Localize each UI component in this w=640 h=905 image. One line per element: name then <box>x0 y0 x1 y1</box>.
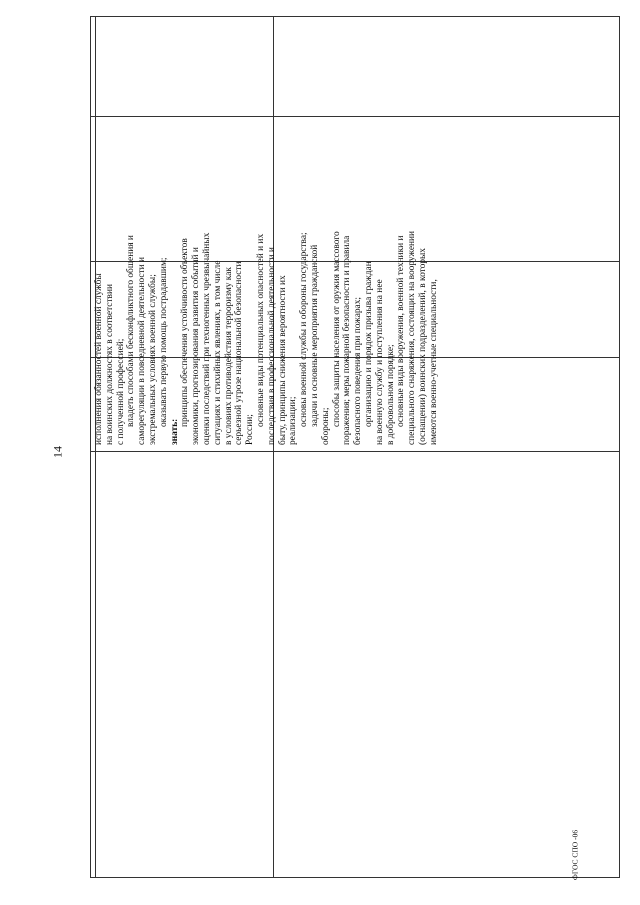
text-line: основные виды вооружения, военной техники и <box>396 235 407 427</box>
text-line: задачи и основные мероприятия гражданской <box>309 244 320 427</box>
text-line: принципы обеспечения устойчивости объектов <box>180 238 191 427</box>
text-line: способы защиты населения от оружия массового <box>331 231 342 427</box>
text-line: знать: <box>169 418 180 445</box>
text-line: владеть способами бесконфликтного общения и <box>126 235 137 427</box>
text-line: экономики, прогнозирования развития событий и <box>191 247 202 445</box>
text-line: быту, принципы снижения вероятности их <box>277 275 288 445</box>
text-line: последствия в профессиональной деятельности и <box>266 247 277 445</box>
table-row-divider <box>91 451 619 452</box>
text-line: оказывать первую помощь пострадавшим; <box>158 257 169 427</box>
text-line: оценки последствий при техногенных чрезвычайных <box>201 232 212 445</box>
text-line: (оснащении) воинских подразделений, в которых <box>417 248 428 445</box>
text-line: безопасного поведения при пожарах; <box>353 297 364 445</box>
text-line: обороны; <box>320 407 331 445</box>
page-number: 14 <box>50 446 65 458</box>
footer-code: ФГОС СПО -06 <box>570 829 580 881</box>
text-line: саморегуляции в повседневной деятельности и <box>137 256 148 445</box>
competency-text-cell <box>94 21 439 445</box>
text-line: с полученной профессией; <box>115 338 126 445</box>
text-line: в добровольном порядке; <box>385 344 396 445</box>
text-line: основные виды потенциальных опасностей и их <box>255 233 266 427</box>
text-line: на воинских должностях в соответствии <box>104 283 115 445</box>
text-line: основы военной службы и обороны государства; <box>299 232 310 427</box>
text-line: организацию и порядок призыва граждан <box>363 261 374 427</box>
text-line: серьезной угрозе национальной безопасности <box>234 261 245 445</box>
text-line: ситуациях и стихийных явлениях, в том числе <box>212 260 223 445</box>
text-line: поражения; меры пожарной безопасности и правила <box>342 235 353 445</box>
text-line: в условиях противодействия терроризму как <box>223 267 234 445</box>
text-line: реализации; <box>288 396 299 445</box>
text-line: на военную службу и поступления на нее <box>374 279 385 445</box>
text-line: исполнения обязанностей военной службы <box>94 273 104 445</box>
competency-table <box>90 16 620 881</box>
text-line: экстремальных условиях военной службы; <box>147 274 158 445</box>
text-line: имеются военно-учетные специальности, <box>428 279 439 445</box>
text-line: России; <box>245 414 256 445</box>
text-line: специального снаряжения, состоящих на вооружении <box>407 230 418 445</box>
